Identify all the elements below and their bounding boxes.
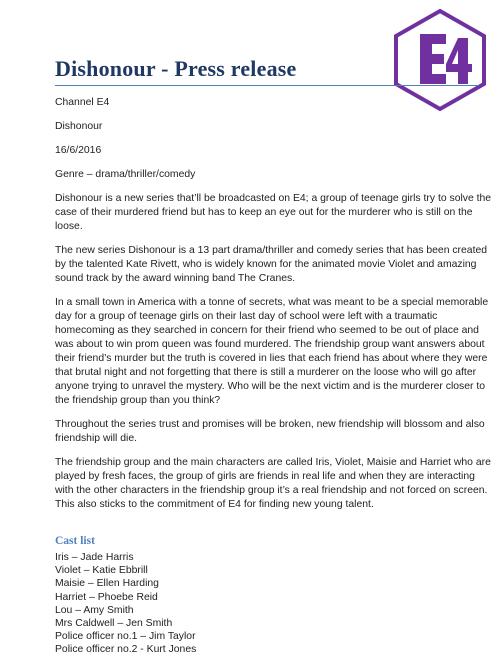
page-title: Dishonour - Press release	[55, 56, 297, 81]
press-release-body	[55, 96, 495, 657]
genre-line: Genre – drama/thriller/comedy	[55, 169, 196, 180]
cast-item: Police officer no.2 - Kurt Jones	[55, 644, 197, 656]
paragraph: The friendship group and the main characters are called Iris, Violet, Maisie and Harriet who are played by fresh faces, the group of girls are friends in real life and when they are interacting with the other characters in the friendship group it’s a real friendship and not forced on screen. This also sticks to the commitment of E4 for finding new young talent.	[55, 457, 491, 510]
paragraph: Throughout the series trust and promises will be broken, new friendship will blossom and also friendship will die.	[55, 419, 485, 444]
paragraph: The new series Dishonour is a 13 part drama/thriller and comedy series that has been created by the talented Kate Rivett, who is widely known for the animated movie Violet and amazing sound track by the award winning band The Cranes.	[55, 245, 488, 284]
cast-item: Iris – Jade Harris	[55, 552, 134, 563]
cast-item: Lou – Amy Smith	[55, 604, 134, 616]
title-rule	[55, 85, 479, 86]
cast-item: Harriet – Phoebe Reid	[55, 591, 158, 603]
channel-line: Channel E4	[55, 97, 110, 108]
show-line: Dishonour	[55, 121, 103, 132]
cast-list-heading: Cast list	[55, 535, 95, 547]
cast-list	[55, 551, 495, 657]
cast-item: Maisie – Ellen Harding	[55, 578, 159, 590]
cast-item: Mrs Caldwell – Jen Smith	[55, 618, 173, 630]
cast-item: Violet – Katie Ebbrill	[55, 565, 148, 577]
cast-item: Police officer no.1 – Jim Taylor	[55, 631, 196, 643]
paragraph: Dishonour is a new series that’ll be broadcasted on E4; a group of teenage girls try to solve the case of their murdered friend but has to keep an eye out for the murderer who is still on the loose.	[55, 193, 492, 232]
paragraph: In a small town in America with a tonne of secrets, what was meant to be a special memorable day for a group of teenage girls on their last day of school were left with a traumatic homecoming as they searched in concern for their friend who seemed to be out of place and was about to win prom queen was found murdered. The friendship group want answers about their friend’s murder but the truth is covered in lies that each friend has about where they were that brutal night and not forgetting that there is still a murderer on the loose who will go after anyone trying to unravel the mystery. Who will be the next victim and is the murderer closer to the friendship group than you think?	[55, 297, 489, 406]
date-line: 16/6/2016	[55, 145, 102, 156]
